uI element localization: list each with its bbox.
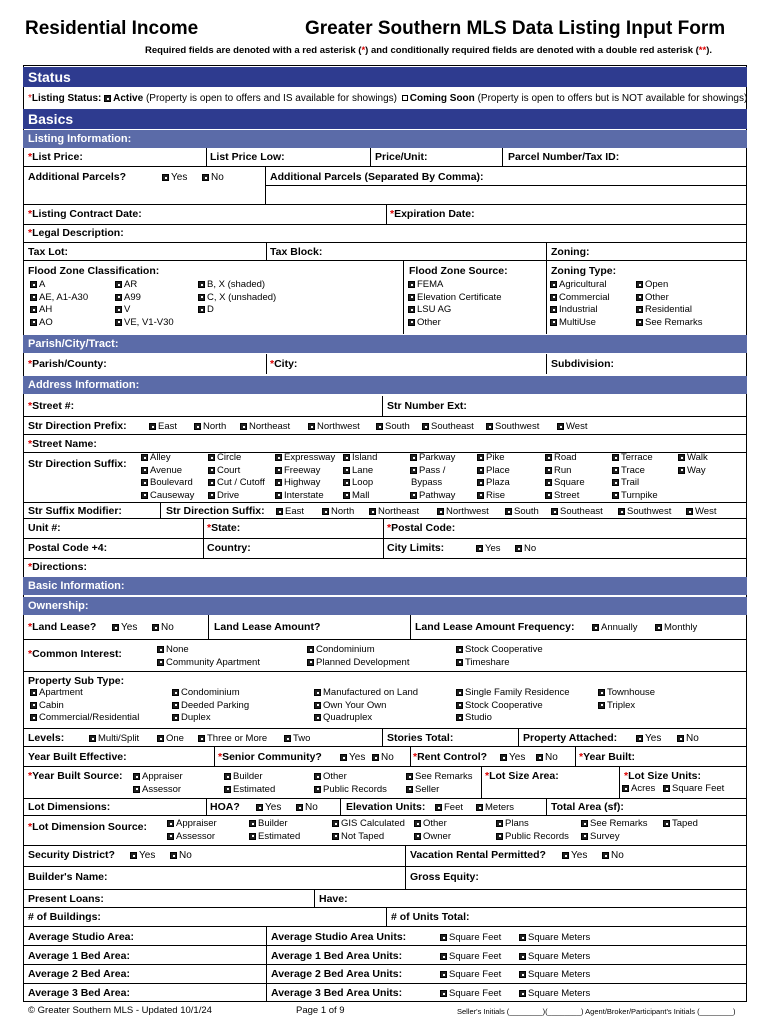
ownership-header: Ownership: xyxy=(23,597,747,615)
suffix-parkway-checkbox[interactable] xyxy=(410,454,417,461)
num-buildings-label: # of Buildings: xyxy=(28,911,101,923)
suffix-cutoff-checkbox[interactable] xyxy=(208,479,215,486)
suffix-pathway-checkbox[interactable] xyxy=(410,492,417,499)
zoning-label: Zoning: xyxy=(551,246,590,258)
freq-monthly-checkbox[interactable] xyxy=(655,624,662,631)
suffix-court-checkbox[interactable] xyxy=(208,467,215,474)
flood-c-checkbox[interactable] xyxy=(198,294,205,301)
form-frame xyxy=(23,65,747,1002)
senior-community-label: *Senior Community? xyxy=(218,751,322,763)
suffix-island-checkbox[interactable] xyxy=(343,454,350,461)
listing-status-row: *Listing Status: Active (Property is open to offers and IS available for showings) Coming Soon (Property is open to offers but is NOT available for showings) xyxy=(28,93,748,104)
prefix-northeast-checkbox[interactable] xyxy=(240,423,247,430)
vacation-no-checkbox[interactable] xyxy=(602,852,609,859)
pst-quadruplex-checkbox[interactable] xyxy=(314,714,321,721)
suffix-rise-checkbox[interactable] xyxy=(477,492,484,499)
source-lsu-checkbox[interactable] xyxy=(408,306,415,313)
gross-equity-label: Gross Equity: xyxy=(410,871,479,883)
suffix-boulevard-checkbox[interactable] xyxy=(141,479,148,486)
avg3-sqm-checkbox[interactable] xyxy=(519,990,526,997)
levels-one-checkbox[interactable] xyxy=(157,735,164,742)
flood-zone-source-label: Flood Zone Source: xyxy=(409,265,508,277)
source-fema-checkbox[interactable] xyxy=(408,281,415,288)
land-lease-yes-checkbox[interactable] xyxy=(112,624,119,631)
ybs-other-checkbox[interactable] xyxy=(314,773,321,780)
directions-label: *Directions: xyxy=(28,561,87,573)
flood-ao-checkbox[interactable] xyxy=(30,319,37,326)
zoning-commercial-checkbox[interactable] xyxy=(550,294,557,301)
levels-multi-checkbox[interactable] xyxy=(89,735,96,742)
flood-ae-checkbox[interactable] xyxy=(30,294,37,301)
lds-other-checkbox[interactable] xyxy=(414,820,421,827)
active-checkbox[interactable] xyxy=(104,95,111,102)
suffix-avenue-checkbox[interactable] xyxy=(141,467,148,474)
state-label: *State: xyxy=(207,522,241,534)
prefix-north-checkbox[interactable] xyxy=(194,423,201,430)
city-limits-label: City Limits: xyxy=(387,542,445,554)
suffix-square-checkbox[interactable] xyxy=(545,479,552,486)
studio-sqft-checkbox[interactable] xyxy=(440,934,447,941)
lds-not-taped-checkbox[interactable] xyxy=(332,833,339,840)
property-attached-label: Property Attached: xyxy=(523,732,618,744)
suffix2-northwest-checkbox[interactable] xyxy=(437,508,444,515)
lds-appraiser-checkbox[interactable] xyxy=(167,820,174,827)
pst-triplex-checkbox[interactable] xyxy=(598,702,605,709)
lot-size-units-label: *Lot Size Units: xyxy=(624,770,702,782)
suffix2-east-checkbox[interactable] xyxy=(276,508,283,515)
form-title: Greater Southern MLS Data Listing Input Form xyxy=(305,18,726,39)
footer-page-number: Page 1 of 9 xyxy=(296,1005,345,1016)
zoning-residential-checkbox[interactable] xyxy=(636,306,643,313)
pst-condo-checkbox[interactable] xyxy=(172,689,179,696)
ybs-appraiser-checkbox[interactable] xyxy=(133,773,140,780)
ybs-estimated-checkbox[interactable] xyxy=(224,786,231,793)
coming-soon-checkbox[interactable] xyxy=(402,95,408,101)
ci-timeshare-checkbox[interactable] xyxy=(456,659,463,666)
parish-label: *Parish/County: xyxy=(28,358,107,370)
ybs-seller-checkbox[interactable] xyxy=(406,786,413,793)
street-number-label: *Street #: xyxy=(28,400,75,412)
pst-duplex-checkbox[interactable] xyxy=(172,714,179,721)
suffix-expressway-checkbox[interactable] xyxy=(275,454,282,461)
year-built-eff-label: Year Built Effective: xyxy=(28,751,127,763)
senior-yes-checkbox[interactable] xyxy=(340,754,347,761)
suffix-trail-checkbox[interactable] xyxy=(612,479,619,486)
avg2-label: Average 2 Bed Area: xyxy=(28,968,130,980)
land-lease-amount-label: Land Lease Amount? xyxy=(214,621,321,633)
prefix-southeast-checkbox[interactable] xyxy=(422,423,429,430)
avg3-sqft-checkbox[interactable] xyxy=(440,990,447,997)
additional-parcels-no-checkbox[interactable] xyxy=(202,174,209,181)
source-elevation-checkbox[interactable] xyxy=(408,294,415,301)
suffix-modifier-label: Str Suffix Modifier: xyxy=(28,505,122,517)
additional-parcels-label: Additional Parcels? xyxy=(28,171,127,183)
prefix-northwest-checkbox[interactable] xyxy=(308,423,315,430)
suffix2-northeast-checkbox[interactable] xyxy=(369,508,376,515)
avg3-label: Average 3 Bed Area: xyxy=(28,987,130,999)
lds-see-remarks-checkbox[interactable] xyxy=(581,820,588,827)
suffix-plaza-checkbox[interactable] xyxy=(477,479,484,486)
source-other-checkbox[interactable] xyxy=(408,319,415,326)
avg1-sqm-checkbox[interactable] xyxy=(519,953,526,960)
builder-name-label: Builder's Name: xyxy=(28,871,108,883)
dir-prefix-label: Str Direction Prefix: xyxy=(28,420,127,432)
have-label: Have: xyxy=(319,893,348,905)
pst-stock-coop-checkbox[interactable] xyxy=(456,702,463,709)
footer-copyright: © Greater Southern MLS - Updated 10/1/24 xyxy=(28,1005,212,1016)
pst-own-your-own-checkbox[interactable] xyxy=(314,702,321,709)
suffix-lane-checkbox[interactable] xyxy=(343,467,350,474)
units-acres-checkbox[interactable] xyxy=(622,785,629,792)
ci-condo-checkbox[interactable] xyxy=(307,646,314,653)
prefix-southwest-checkbox[interactable] xyxy=(486,423,493,430)
attached-yes-checkbox[interactable] xyxy=(636,735,643,742)
common-interest-label: *Common Interest: xyxy=(28,648,122,660)
lds-assessor-checkbox[interactable] xyxy=(167,833,174,840)
pst-deeded-parking-checkbox[interactable] xyxy=(172,702,179,709)
lds-gis-checkbox[interactable] xyxy=(332,820,339,827)
avg1-label: Average 1 Bed Area: xyxy=(28,950,130,962)
tax-block-label: Tax Block: xyxy=(270,246,323,258)
lds-survey-checkbox[interactable] xyxy=(581,833,588,840)
suffix-road-checkbox[interactable] xyxy=(545,454,552,461)
freq-annually-checkbox[interactable] xyxy=(592,624,599,631)
lds-taped-checkbox[interactable] xyxy=(663,820,670,827)
suffix-pass-checkbox[interactable] xyxy=(410,467,417,474)
ybs-see-remarks-checkbox[interactable] xyxy=(406,773,413,780)
levels-three-checkbox[interactable] xyxy=(198,735,205,742)
suffix-interstate-checkbox[interactable] xyxy=(275,492,282,499)
security-district-label: Security District? xyxy=(28,849,115,861)
zoning-other-checkbox[interactable] xyxy=(636,294,643,301)
basic-info-header: Basic Information: xyxy=(23,577,747,595)
vacation-yes-checkbox[interactable] xyxy=(562,852,569,859)
suffix-freeway-checkbox[interactable] xyxy=(275,467,282,474)
city-limits-no-checkbox[interactable] xyxy=(515,545,522,552)
flood-ah-checkbox[interactable] xyxy=(30,306,37,313)
parish-header: Parish/City/Tract: xyxy=(23,335,747,353)
land-lease-no-checkbox[interactable] xyxy=(152,624,159,631)
suffix-causeway-checkbox[interactable] xyxy=(141,492,148,499)
suffix-pike-checkbox[interactable] xyxy=(477,454,484,461)
pst-manufactured-checkbox[interactable] xyxy=(314,689,321,696)
vacation-rental-label: Vacation Rental Permitted? xyxy=(410,849,546,861)
suffix-mall-checkbox[interactable] xyxy=(343,492,350,499)
additional-parcels-sep-label: Additional Parcels (Separated By Comma): xyxy=(270,171,484,183)
country-label: Country: xyxy=(207,542,251,554)
lds-public-records-checkbox[interactable] xyxy=(496,833,503,840)
flood-b-checkbox[interactable] xyxy=(198,281,205,288)
zoning-agricultural-checkbox[interactable] xyxy=(550,281,557,288)
ybs-public-records-checkbox[interactable] xyxy=(314,786,321,793)
flood-a-checkbox[interactable] xyxy=(30,281,37,288)
suffix2-west-checkbox[interactable] xyxy=(686,508,693,515)
prefix-west-checkbox[interactable] xyxy=(557,423,564,430)
basics-section-header: Basics xyxy=(23,109,747,129)
attached-no-checkbox[interactable] xyxy=(677,735,684,742)
subdivision-label: Subdivision: xyxy=(551,358,614,370)
pst-cabin-checkbox[interactable] xyxy=(30,702,37,709)
dir-suffix-label: Str Direction Suffix: xyxy=(28,458,127,470)
list-price-label: *List Price: xyxy=(28,151,83,163)
flood-a99-checkbox[interactable] xyxy=(115,294,122,301)
pst-sfr-checkbox[interactable] xyxy=(456,689,463,696)
zoning-industrial-checkbox[interactable] xyxy=(550,306,557,313)
lot-size-area-label: *Lot Size Area: xyxy=(485,770,559,782)
pst-studio-checkbox[interactable] xyxy=(456,714,463,721)
suffix-street-checkbox[interactable] xyxy=(545,492,552,499)
avg1-units-label: Average 1 Bed Area Units: xyxy=(271,950,403,962)
postal-code-label: *Postal Code: xyxy=(387,522,456,534)
total-area-label: Total Area (sf): xyxy=(551,801,624,813)
hoa-no-checkbox[interactable] xyxy=(296,804,303,811)
street-name-label: *Street Name: xyxy=(28,438,97,450)
suffix2-south-checkbox[interactable] xyxy=(505,508,512,515)
suffix-circle-checkbox[interactable] xyxy=(208,454,215,461)
suffix-loop-checkbox[interactable] xyxy=(343,479,350,486)
flood-zone-class-label: Flood Zone Classification: xyxy=(28,265,160,277)
ybs-assessor-checkbox[interactable] xyxy=(133,786,140,793)
postal4-label: Postal Code +4: xyxy=(28,542,108,554)
levels-two-checkbox[interactable] xyxy=(284,735,291,742)
suffix-drive-checkbox[interactable] xyxy=(208,492,215,499)
suffix-highway-checkbox[interactable] xyxy=(275,479,282,486)
ci-none-checkbox[interactable] xyxy=(157,646,164,653)
suffix-place-checkbox[interactable] xyxy=(477,467,484,474)
form-category-title: Residential Income xyxy=(25,18,199,39)
ci-stock-coop-checkbox[interactable] xyxy=(456,646,463,653)
ci-community-apt-checkbox[interactable] xyxy=(157,659,164,666)
str-number-ext-label: Str Number Ext: xyxy=(387,400,467,412)
suffix-turnpike-checkbox[interactable] xyxy=(612,492,619,499)
ybs-builder-checkbox[interactable] xyxy=(224,773,231,780)
security-yes-checkbox[interactable] xyxy=(130,852,137,859)
land-lease-freq-label: Land Lease Amount Frequency: xyxy=(415,621,575,633)
suffix-run-checkbox[interactable] xyxy=(545,467,552,474)
security-no-checkbox[interactable] xyxy=(170,852,177,859)
lds-estimated-checkbox[interactable] xyxy=(249,833,256,840)
city-label: *City: xyxy=(270,358,298,370)
zoning-multiuse-checkbox[interactable] xyxy=(550,319,557,326)
avg1-sqft-checkbox[interactable] xyxy=(440,953,447,960)
rent-control-no-checkbox[interactable] xyxy=(536,754,543,761)
avg2-sqft-checkbox[interactable] xyxy=(440,971,447,978)
avg-studio-units-label: Average Studio Area Units: xyxy=(271,931,407,943)
status-section-header: Status xyxy=(23,67,747,87)
tax-lot-label: Tax Lot: xyxy=(28,246,69,258)
avg3-units-label: Average 3 Bed Area Units: xyxy=(271,987,403,999)
zoning-type-label: Zoning Type: xyxy=(551,265,617,277)
avg-studio-label: Average Studio Area: xyxy=(28,931,134,943)
rent-control-label: *Rent Control? xyxy=(413,751,488,763)
ci-planned-dev-checkbox[interactable] xyxy=(307,659,314,666)
avg2-units-label: Average 2 Bed Area Units: xyxy=(271,968,403,980)
zoning-see-remarks-checkbox[interactable] xyxy=(636,319,643,326)
address-header: Address Information: xyxy=(23,376,747,394)
prefix-east-checkbox[interactable] xyxy=(149,423,156,430)
year-built-source-label: *Year Built Source: xyxy=(28,770,123,782)
suffix2-southeast-checkbox[interactable] xyxy=(551,508,558,515)
pst-commercial-res-checkbox[interactable] xyxy=(30,714,37,721)
pst-apartment-checkbox[interactable] xyxy=(30,689,37,696)
num-units-label: # of Units Total: xyxy=(391,911,470,923)
suffix-terrace-checkbox[interactable] xyxy=(612,454,619,461)
listing-info-header: Listing Information: xyxy=(23,130,747,148)
lds-builder-checkbox[interactable] xyxy=(249,820,256,827)
land-lease-label: *Land Lease? xyxy=(28,621,97,633)
lds-owner-checkbox[interactable] xyxy=(414,833,421,840)
year-built-label: *Year Built: xyxy=(579,751,636,763)
price-unit-label: Price/Unit: xyxy=(375,151,428,163)
parcel-number-label: Parcel Number/Tax ID: xyxy=(508,151,620,163)
unit-label: Unit #: xyxy=(28,522,61,534)
prop-sub-type-label: Property Sub Type: xyxy=(28,675,125,687)
elev-feet-checkbox[interactable] xyxy=(435,804,442,811)
flood-v-checkbox[interactable] xyxy=(115,306,122,313)
legal-description-label: *Legal Description: xyxy=(28,227,124,239)
elev-meters-checkbox[interactable] xyxy=(476,804,483,811)
present-loans-label: Present Loans: xyxy=(28,893,104,905)
additional-parcels-yes-checkbox[interactable] xyxy=(162,174,169,181)
suffix-alley-checkbox[interactable] xyxy=(141,454,148,461)
suffix2-north-checkbox[interactable] xyxy=(322,508,329,515)
stories-total-label: Stories Total: xyxy=(387,732,454,744)
flood-d-checkbox[interactable] xyxy=(198,306,205,313)
lot-dim-source-label: *Lot Dimension Source: xyxy=(28,821,148,833)
footer-initials: Seller's Initials (________)(________) Agent/Broker/Participant's Initials (________) xyxy=(457,1007,736,1016)
suffix2-southwest-checkbox[interactable] xyxy=(618,508,625,515)
pst-townhouse-checkbox[interactable] xyxy=(598,689,605,696)
studio-sqm-checkbox[interactable] xyxy=(519,934,526,941)
contract-date-label: *Listing Contract Date: xyxy=(28,208,142,220)
dir-suffix2-label: Str Direction Suffix: xyxy=(166,505,265,517)
levels-label: Levels: xyxy=(28,732,65,744)
lds-plans-checkbox[interactable] xyxy=(496,820,503,827)
suffix-way-checkbox[interactable] xyxy=(678,467,685,474)
suffix-walk-checkbox[interactable] xyxy=(678,454,685,461)
hoa-label: HOA? xyxy=(210,801,240,813)
elevation-units-label: Elevation Units: xyxy=(346,801,426,813)
expiration-date-label: *Expiration Date: xyxy=(390,208,475,220)
hoa-yes-checkbox[interactable] xyxy=(256,804,263,811)
avg2-sqm-checkbox[interactable] xyxy=(519,971,526,978)
city-limits-yes-checkbox[interactable] xyxy=(476,545,483,552)
lot-dimensions-label: Lot Dimensions: xyxy=(28,801,111,813)
required-note: Required fields are denoted with a red asterisk (*) and conditionally required fields are denoted with a double red asterisk (**). xyxy=(145,45,712,56)
suffix-trace-checkbox[interactable] xyxy=(612,467,619,474)
units-sqft-checkbox[interactable] xyxy=(663,785,670,792)
rent-control-yes-checkbox[interactable] xyxy=(500,754,507,761)
flood-ar-checkbox[interactable] xyxy=(115,281,122,288)
prefix-south-checkbox[interactable] xyxy=(376,423,383,430)
senior-no-checkbox[interactable] xyxy=(372,754,379,761)
flood-ve-checkbox[interactable] xyxy=(115,319,122,326)
zoning-open-checkbox[interactable] xyxy=(636,281,643,288)
list-price-low-label: List Price Low: xyxy=(210,151,285,163)
